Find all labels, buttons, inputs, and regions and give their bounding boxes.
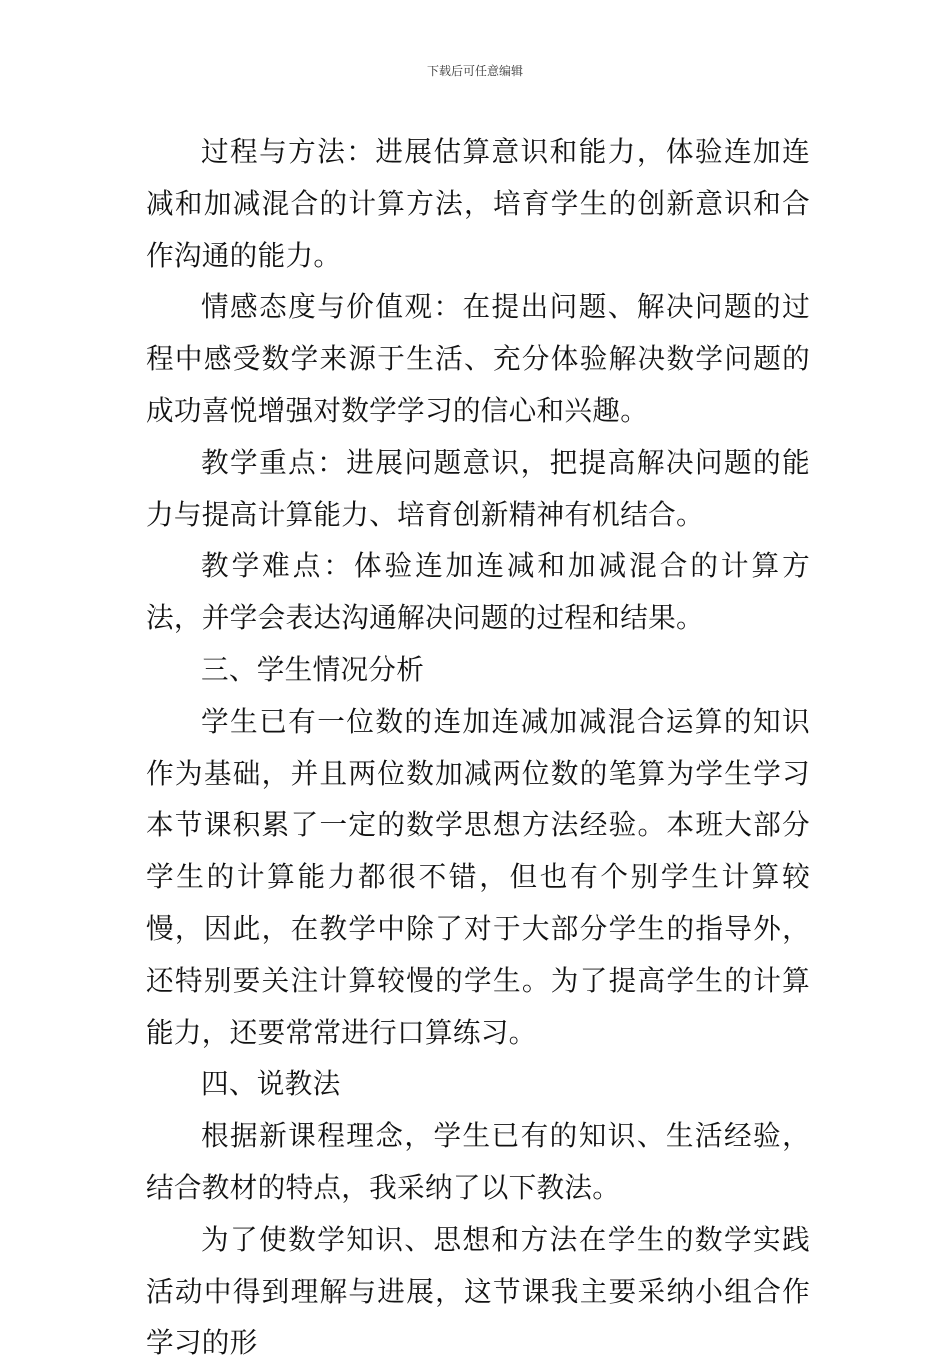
page-header-note: 下载后可任意编辑 [426, 64, 523, 78]
paragraph-teaching-focus: 教学重点：进展问题意识，把提高解决问题的能力与提高计算能力、培育创新精神有机结合。 [146, 445, 810, 531]
section-heading-teaching-method: 四、说教法 [201, 1067, 341, 1101]
section-heading-student-analysis: 三、学生情况分析 [201, 652, 425, 686]
document-body [146, 126, 810, 1369]
paragraph-teaching-difficulty: 教学难点：体验连加连减和加减混合的计算方法，并学会表达沟通解决问题的过程和结果。 [146, 549, 810, 635]
paragraph-teaching-method-detail: 为了使数学知识、思想和方法在学生的数学实践活动中得到理解与进展，这节课我主要采纳小组合作学习的形 [146, 1222, 810, 1360]
paragraph-student-analysis: 学生已有一位数的连加连减加减混合运算的知识作为基础，并且两位数加减两位数的笔算为学生学习本节课积累了一定的数学思想方法经验。本班大部分学生的计算能力都很不错，但也有个别学生计算较慢，因此，在教学中除了对于大部分学生的指导外，还特别要关注计算较慢的学生。为了提高学生的计算能力，还要常常进行口算练习。 [146, 704, 810, 1049]
paragraph-teaching-method-intro: 根据新课程理念，学生已有的知识、生活经验，结合教材的特点，我采纳了以下教法。 [146, 1119, 810, 1204]
paragraph-process-and-method: 过程与方法：进展估算意识和能力，体验连加连减和加减混合的计算方法，培育学生的创新意识和合作沟通的能力。 [146, 135, 810, 272]
paragraph-emotion-attitude-values: 情感态度与价值观：在提出问题、解决问题的过程中感受数学来源于生活、充分体验解决数学问题的成功喜悦增强对数学学习的信心和兴趣。 [146, 290, 810, 427]
